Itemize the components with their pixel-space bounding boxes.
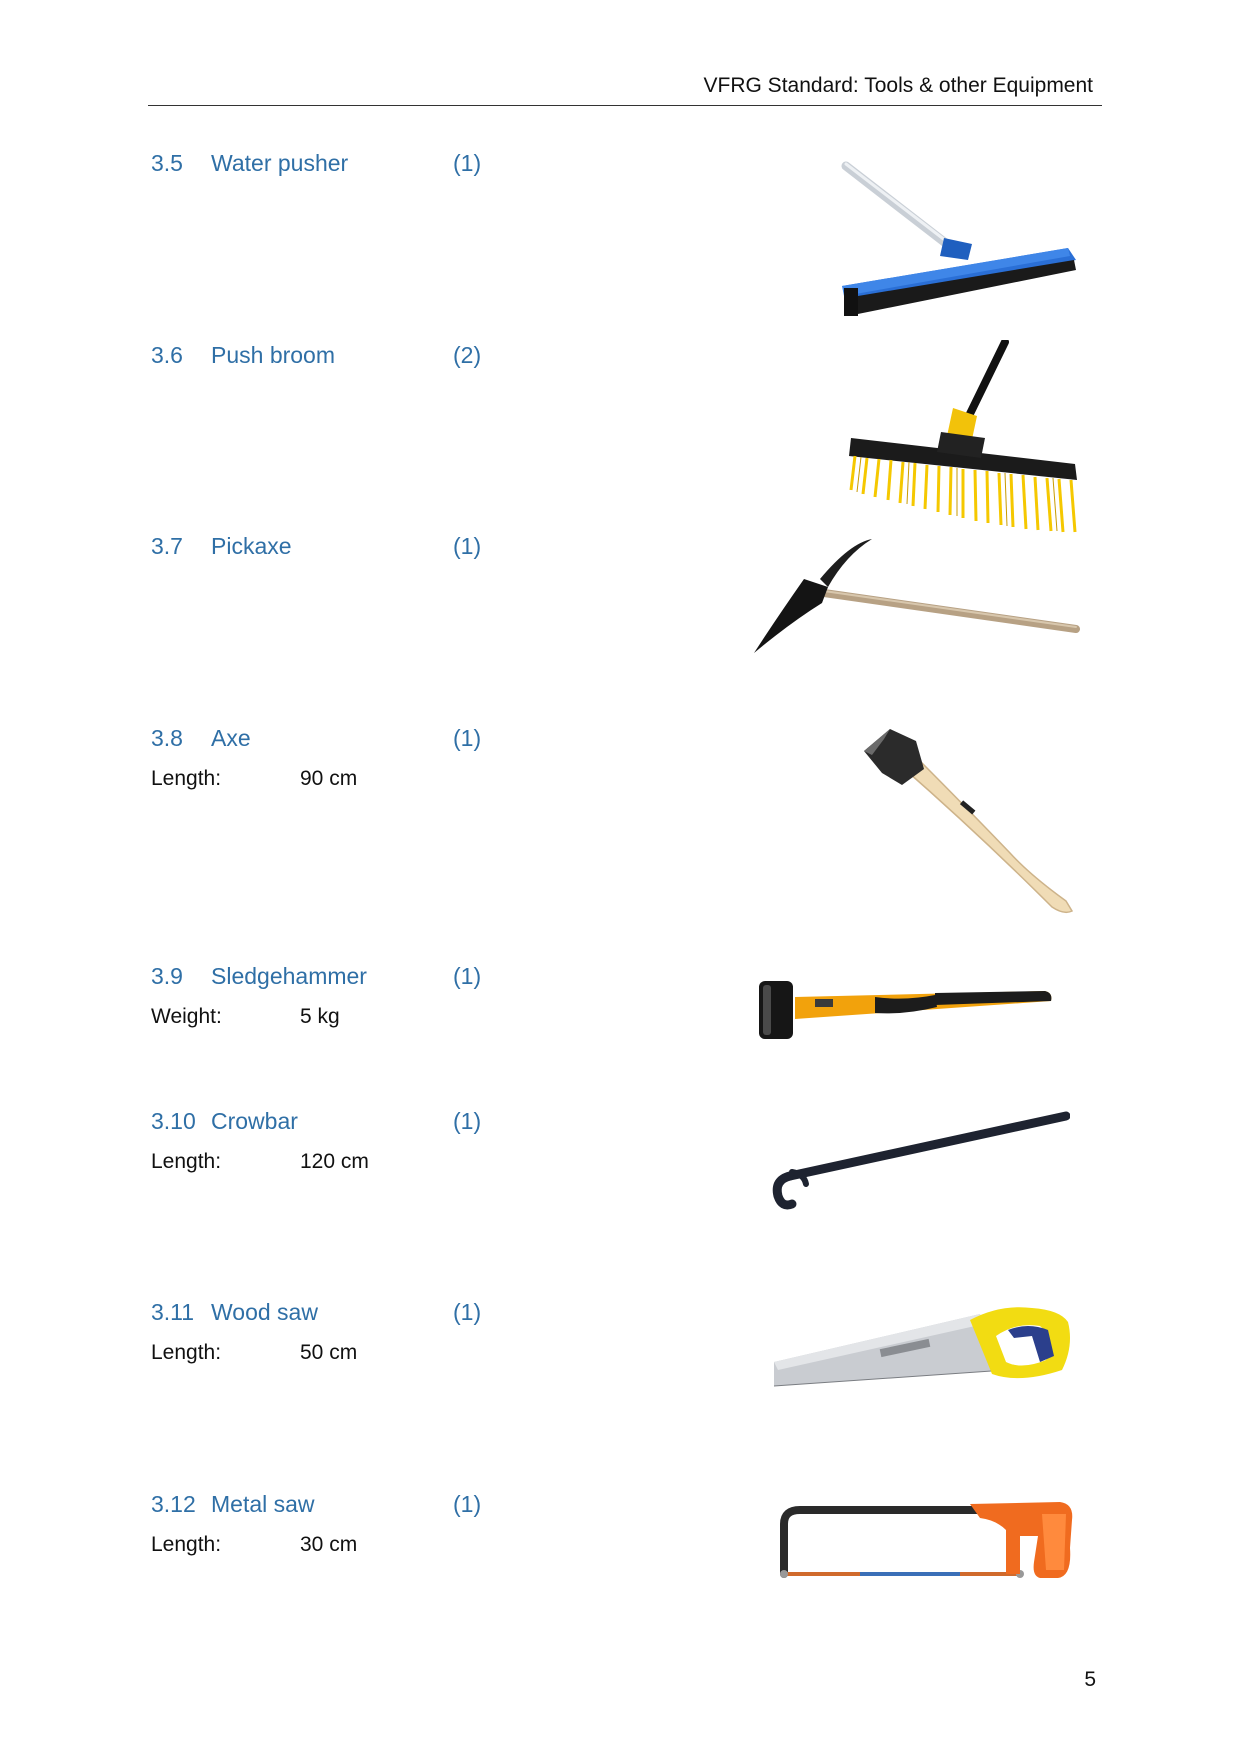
item-heading [151, 150, 551, 182]
item-spec [151, 1150, 551, 1182]
spec-label: Length: [151, 767, 222, 790]
item-spec [151, 1005, 551, 1037]
item-quantity: (1) [453, 725, 482, 751]
spec-value: 5 kg [300, 1005, 340, 1028]
item-number: 3.11 [151, 1299, 195, 1325]
item-spec [151, 767, 551, 799]
item-name: Sledgehammer [211, 963, 367, 989]
item-name: Push broom [211, 342, 336, 368]
spec-value: 120 cm [300, 1150, 369, 1173]
wood-saw-photo [770, 1300, 1080, 1400]
spec-value: 50 cm [300, 1341, 358, 1364]
spec-label: Weight: [151, 1005, 222, 1028]
item-pickaxe [151, 533, 551, 565]
item-quantity: (1) [453, 533, 482, 559]
item-crowbar [151, 1108, 551, 1182]
page-number: 5 [1084, 1668, 1096, 1691]
item-quantity: (1) [453, 963, 482, 989]
item-quantity: (1) [453, 1491, 482, 1517]
item-quantity: (2) [453, 342, 482, 368]
spec-label: Length: [151, 1533, 222, 1556]
item-name: Axe [211, 725, 251, 751]
water-pusher-photo [840, 160, 1080, 320]
spec-value: 90 cm [300, 767, 358, 790]
item-axe [151, 725, 551, 799]
item-heading [151, 963, 551, 995]
item-heading [151, 725, 551, 757]
item-number: 3.5 [151, 150, 183, 176]
item-number: 3.9 [151, 963, 183, 989]
sledgehammer-photo [755, 975, 1055, 1045]
item-name: Metal saw [211, 1491, 315, 1517]
spec-label: Length: [151, 1150, 222, 1173]
item-heading [151, 1108, 551, 1140]
spec-value: 30 cm [300, 1533, 358, 1556]
item-number: 3.6 [151, 342, 183, 368]
item-heading [151, 1491, 551, 1523]
pickaxe-photo [750, 535, 1080, 660]
axe-photo [860, 725, 1080, 915]
item-spec [151, 1533, 551, 1565]
item-water-pusher [151, 150, 551, 182]
item-wood-saw [151, 1299, 551, 1373]
crowbar-photo [770, 1110, 1070, 1215]
item-number: 3.10 [151, 1108, 196, 1134]
metal-saw-photo [770, 1490, 1080, 1595]
item-name: Water pusher [211, 150, 349, 176]
item-heading [151, 533, 551, 565]
item-quantity: (1) [453, 1299, 482, 1325]
item-heading [151, 342, 551, 374]
item-push-broom [151, 342, 551, 374]
item-number: 3.7 [151, 533, 183, 559]
item-name: Crowbar [211, 1108, 298, 1134]
item-number: 3.12 [151, 1491, 196, 1517]
item-heading [151, 1299, 551, 1331]
header-rule [148, 105, 1102, 106]
item-name: Pickaxe [211, 533, 292, 559]
item-name: Wood saw [211, 1299, 318, 1325]
item-quantity: (1) [453, 1108, 482, 1134]
item-sledgehammer [151, 963, 551, 1037]
spec-label: Length: [151, 1341, 222, 1364]
item-metal-saw [151, 1491, 551, 1565]
push-broom-photo [845, 340, 1085, 540]
running-header: VFRG Standard: Tools & other Equipment [703, 74, 1093, 97]
item-number: 3.8 [151, 725, 183, 751]
item-quantity: (1) [453, 150, 482, 176]
item-spec [151, 1341, 551, 1373]
